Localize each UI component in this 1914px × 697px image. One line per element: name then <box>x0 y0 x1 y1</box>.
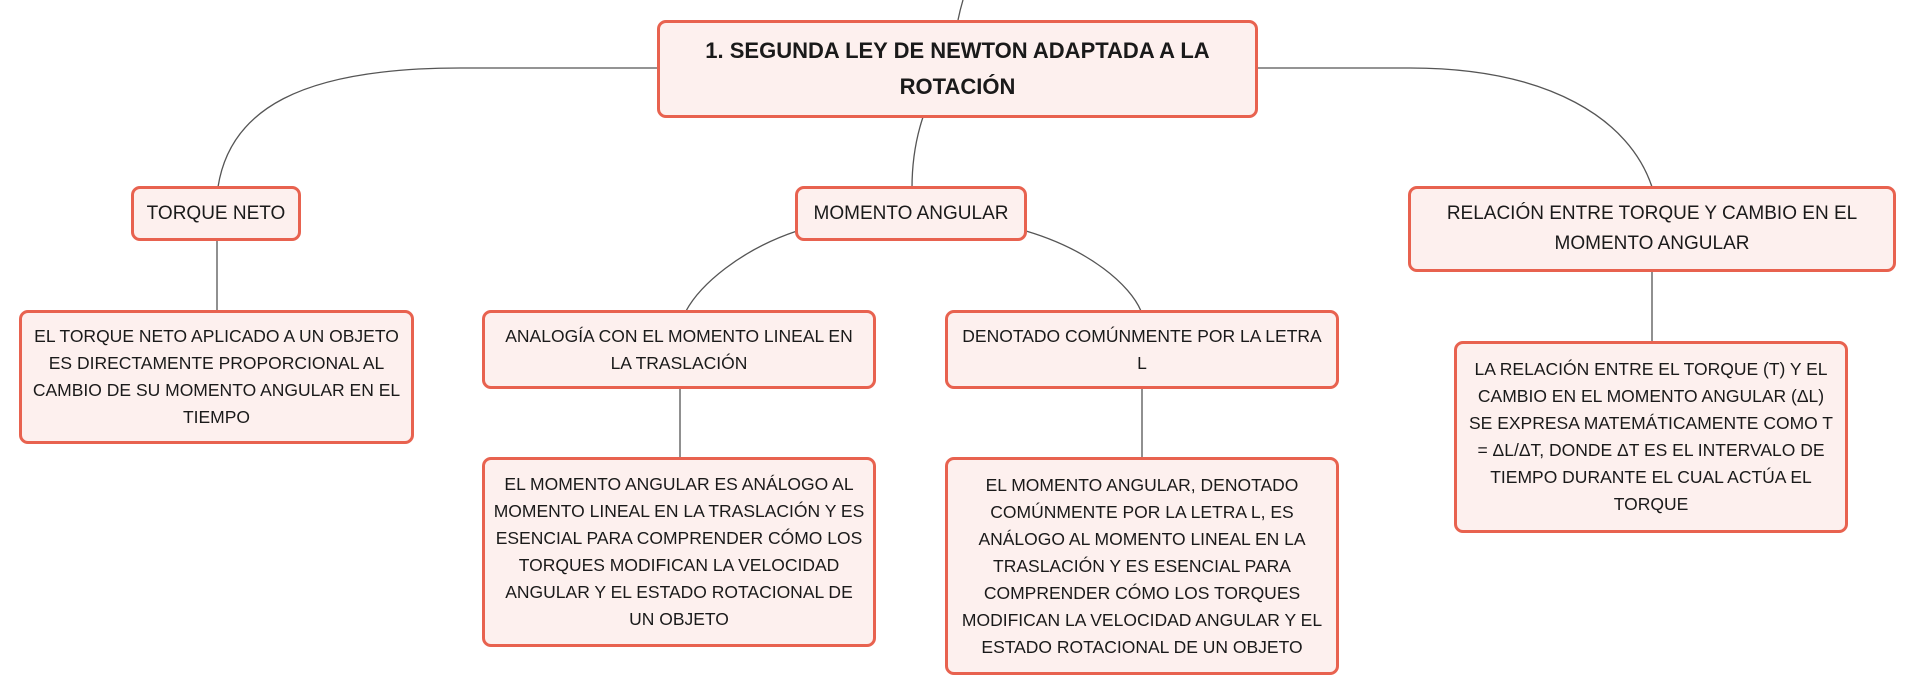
connector-momento-denotado <box>1026 231 1141 311</box>
connector-momento-analogia <box>686 231 797 311</box>
node-denotado-desc[interactable] <box>945 457 1339 675</box>
connector-parent <box>958 0 963 20</box>
node-denotado-label: DENOTADO COMÚNMENTE POR LA LETRA L <box>962 325 1322 373</box>
node-relacion-label: RELACIÓN ENTRE TORQUE Y CAMBIO EN EL MOMENTO ANGULAR <box>1446 203 1858 254</box>
node-relacion-desc-label: LA RELACIÓN ENTRE EL TORQUE (T) Y EL CAMBIO EN EL MOMENTO ANGULAR (ΔL) SE EXPRESA MATEMÁTICAMENTE COMO T = ΔL/ΔT, DONDE ΔT ES EL INTERVALO DE TIEMPO DURANTE EL CUAL ACTÚA EL TORQUE <box>1469 359 1833 514</box>
connector-root-torque-neto <box>218 68 660 187</box>
connector-root-relacion <box>1257 68 1652 187</box>
node-relacion-desc[interactable] <box>1454 341 1848 533</box>
node-analogia-label: ANALOGÍA CON EL MOMENTO LINEAL EN LA TRASLACIÓN <box>505 325 853 373</box>
node-denotado-desc-label: EL MOMENTO ANGULAR, DENOTADO COMÚNMENTE POR LA LETRA L, ES ANÁLOGO AL MOMENTO LINEAL EN LA TRASLACIÓN Y ES ESENCIAL PARA COMPRENDER CÓMO LOS TORQUES MODIFICAN LA VELOCIDAD ANGULAR Y EL ESTADO ROTACIONAL DE UN OBJETO <box>961 474 1323 657</box>
node-relacion-torque-momento[interactable] <box>1408 186 1896 272</box>
connector-root-momento-angular <box>912 117 923 188</box>
node-analogia[interactable] <box>482 310 876 389</box>
node-momento-angular[interactable] <box>795 186 1027 241</box>
node-torque-neto-desc-label: EL TORQUE NETO APLICADO A UN OBJETO ES DIRECTAMENTE PROPORCIONAL AL CAMBIO DE SU MOMENTO ANGULAR EN EL TIEMPO <box>32 326 401 427</box>
node-torque-neto-label: TORQUE NETO <box>146 203 286 224</box>
node-torque-neto-desc[interactable] <box>19 310 414 444</box>
node-momento-angular-label: MOMENTO ANGULAR <box>813 203 1009 224</box>
node-denotado[interactable] <box>945 310 1339 389</box>
node-analogia-desc-label: EL MOMENTO ANGULAR ES ANÁLOGO AL MOMENTO LINEAL EN LA TRASLACIÓN Y ES ESENCIAL PARA COMPRENDER CÓMO LOS TORQUES MODIFICAN LA VELOCIDAD ANGULAR Y EL ESTADO ROTACIONAL DE UN OBJETO <box>493 474 865 629</box>
root-node-label: 1. SEGUNDA LEY DE NEWTON ADAPTADA A LA ROTACIÓN <box>705 38 1210 99</box>
node-torque-neto[interactable] <box>131 186 301 241</box>
root-node[interactable] <box>657 20 1258 118</box>
node-analogia-desc[interactable] <box>482 457 876 647</box>
